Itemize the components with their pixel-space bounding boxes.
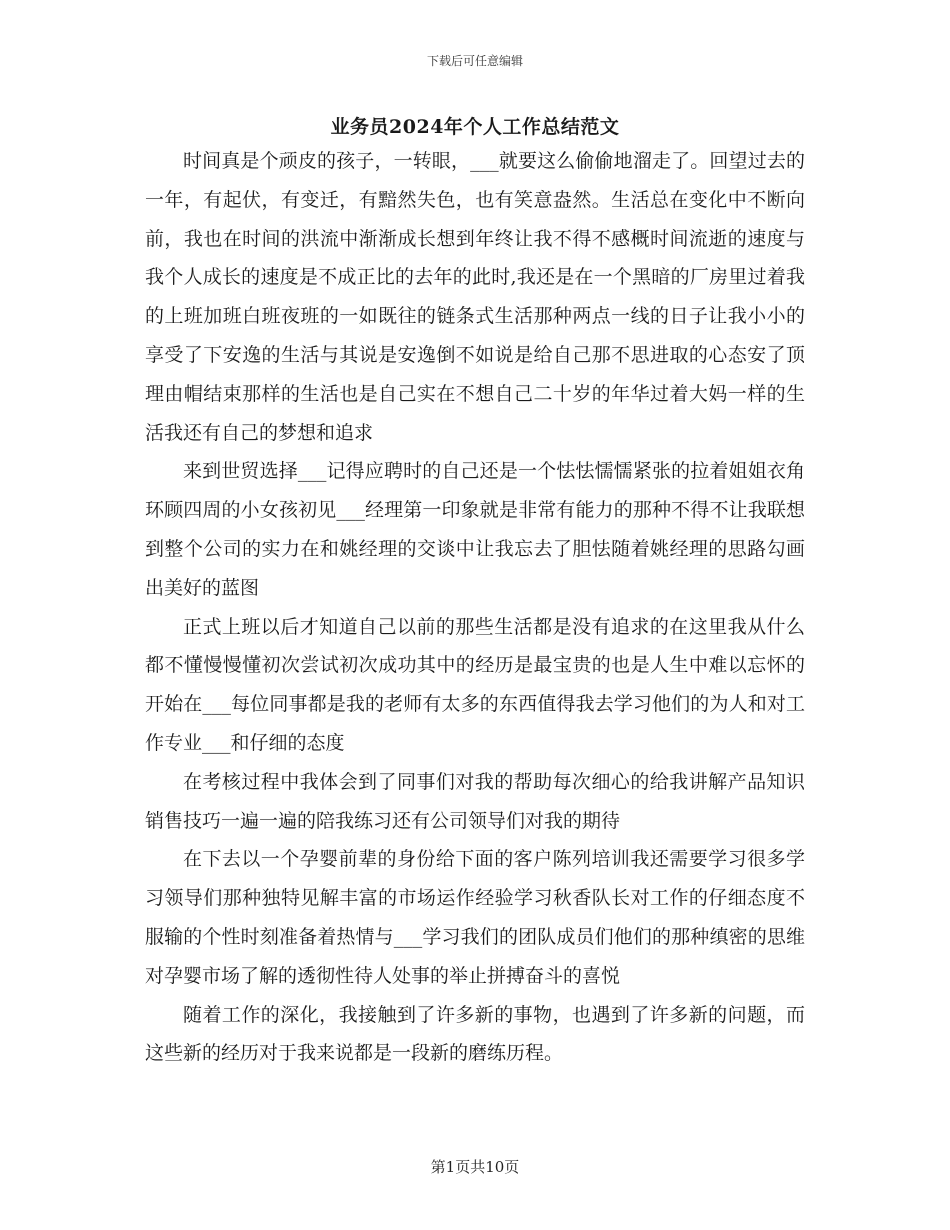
- header-note: 下载后可任意编辑: [426, 54, 523, 68]
- document-title: 业务员2024年个人工作总结范文: [330, 116, 620, 138]
- paragraph: 随着工作的深化，我接触到了许多新的事物，也遇到了许多新的问题，而这些新的经历对于我来说都是一段新的磨练历程。: [145, 1003, 805, 1065]
- page-number: 第1页共10页: [430, 1158, 520, 1176]
- paragraph: 时间真是个顽皮的孩子，一转眼，___就要这么偷偷地溜走了。回望过去的一年，有起伏，有变迁，有黯然失色，也有笑意盎然。生活总在变化中不断向前，我也在时间的洪流中渐渐成长想到年终让我不得不感概时间流逝的速度与我个人成长的速度是不成正比的去年的此时,我还是在一个黑暗的厂房里过着我的上班加班白班夜班的一如既往的链条式生活那种两点一线的日子让我小小的享受了下安逸的生活与其说是安逸倒不如说是给自己那不思进取的心态安了顶理由帽结束那样的生活也是自己实在不想自己二十岁的年华过着大妈一样的生活我还有自己的梦想和追求: [145, 150, 805, 444]
- paragraph: 来到世贸选择___记得应聘时的自己还是一个怯怯懦懦紧张的拉着姐姐衣角环顾四周的小女孩初见___经理第一印象就是非常有能力的那种不得不让我联想到整个公司的实力在和姚经理的交谈中让我忘去了胆怯随着姚经理的思路勾画出美好的蓝图: [145, 460, 805, 599]
- document-body: [145, 142, 805, 1073]
- paragraph: 在考核过程中我体会到了同事们对我的帮助每次细心的给我讲解产品知识销售技巧一遍一遍的陪我练习还有公司领导们对我的期待: [145, 770, 805, 832]
- paragraph: 正式上班以后才知道自己以前的那些生活都是没有追求的在这里我从什么都不懂慢慢懂初次尝试初次成功其中的经历是最宝贵的也是人生中难以忘怀的开始在___每位同事都是我的老师有太多的东西值得我去学习他们的为人和对工作专业___和仔细的态度: [145, 615, 805, 754]
- paragraph: 在下去以一个孕婴前辈的身份给下面的客户陈列培训我还需要学习很多学习领导们那种独特见解丰富的市场运作经验学习秋香队长对工作的仔细态度不服输的个性时刻准备着热情与___学习我们的团队成员们他们的那种缜密的思维对孕婴市场了解的透彻性待人处事的举止拼搏奋斗的喜悦: [145, 848, 805, 987]
